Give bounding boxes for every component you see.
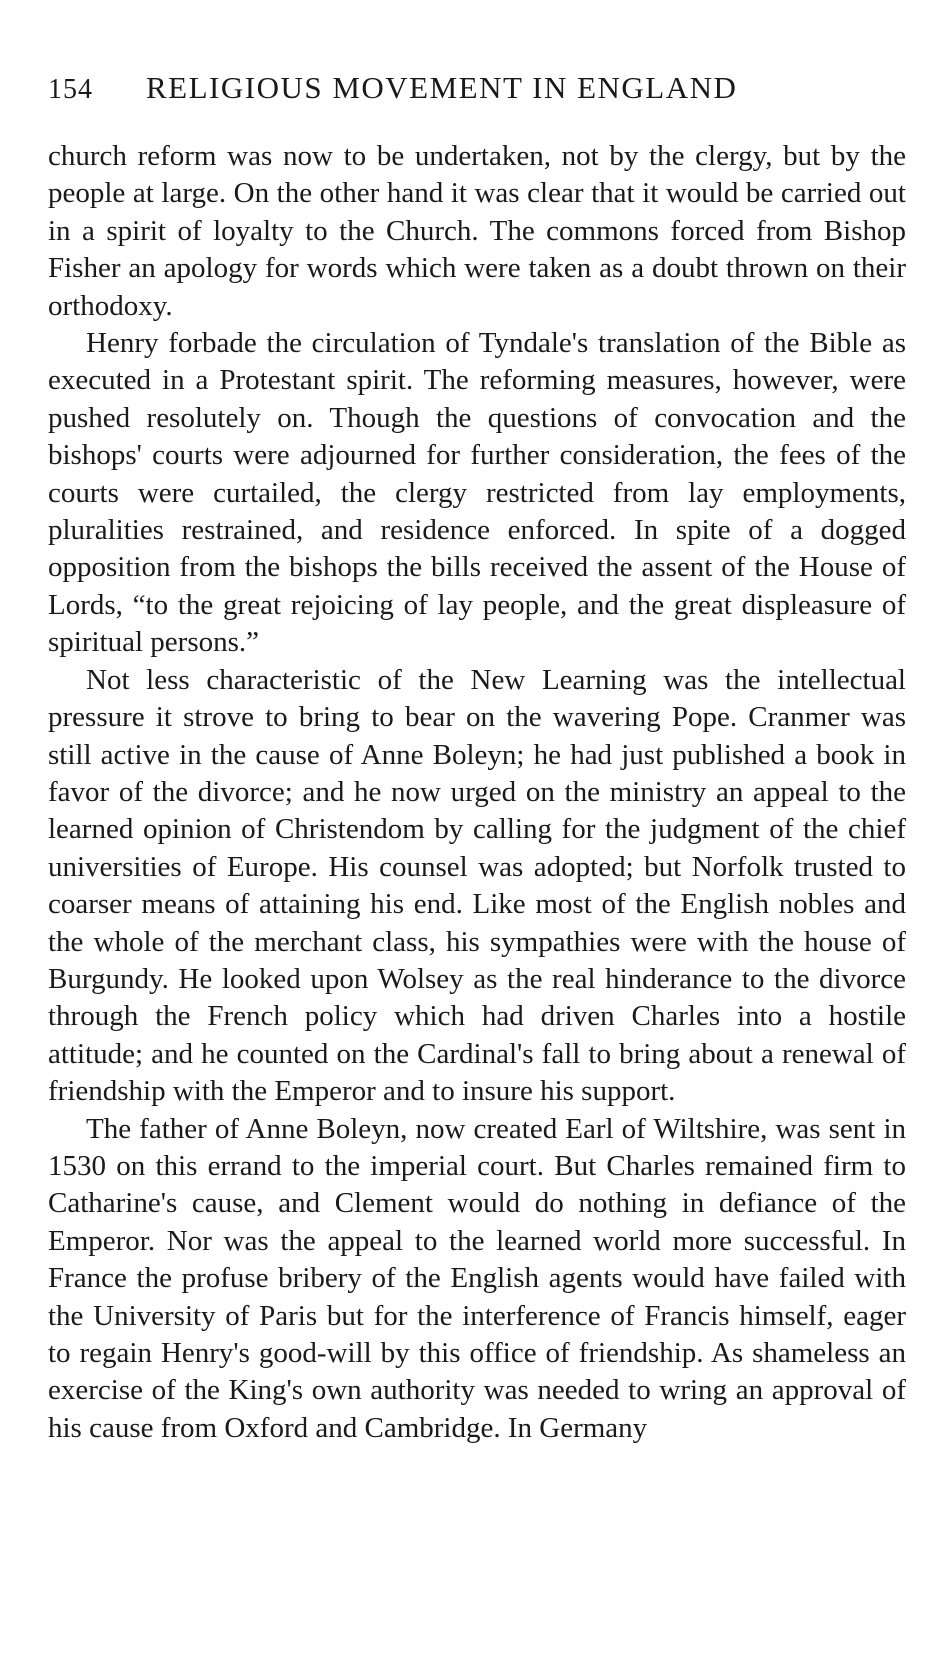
book-page (48, 70, 906, 1447)
paragraph-tyndale: Henry forbade the circulation of Tyndale's translation of the Bible as executed in a Protestant spirit. The reforming measures, however, were pushed resolutely on. Though the questions of convocation and the bishops' courts were adjourned for further consideration, the fees of the courts were curtailed, the clergy restricted from lay employments, pluralities restrained, and residence enforced. In spite of a dogged opposition from the bishops the bills received the assent of the House of Lords, “to the great rejoicing of lay people, and the great displeasure of spiritual persons.” (48, 327, 906, 659)
page-number: 154 (48, 74, 93, 105)
paragraph-continued: church reform was now to be undertaken, not by the clergy, but by the people at large. On the other hand it was clear that it would be carried out in a spirit of loyalty to the Church. The commons forced from Bishop Fisher an apology for words which were taken as a doubt thrown on their orthodoxy. (48, 140, 906, 322)
body-text (48, 138, 906, 1447)
running-title: RELIGIOUS MOVEMENT IN ENGLAND (146, 70, 738, 105)
running-head (48, 70, 906, 122)
paragraph-new-learning: Not less characteristic of the New Learning was the intellectual pressure it strove to bring to bear on the wavering Pope. Cranmer was still active in the cause of Anne Boleyn; he had just published a book in favor of the divorce; and he now urged on the ministry an appeal to the learned opinion of Christendom by calling for the judgment of the chief universities of Europe. His counsel was adopted; but Norfolk trusted to coarser means of attaining his end. Like most of the English nobles and the whole of the merchant class, his sympathies were with the house of Burgundy. He looked upon Wolsey as the real hinderance to the divorce through the French policy which had driven Charles into a hostile attitude; and he counted on the Cardinal's fall to bring about a renewal of friendship with the Emperor and to insure his support. (48, 663, 906, 1108)
paragraph-anne-boleyn-father: The father of Anne Boleyn, now created Earl of Wiltshire, was sent in 1530 on this errand to the imperial court. But Charles remained firm to Catharine's cause, and Clement would do nothing in defiance of the Emperor. Nor was the appeal to the learned world more successful. In France the profuse bribery of the English agents would have failed with the University of Paris but for the interference of Francis himself, eager to regain Henry's good-will by this office of friendship. As shameless an exercise of the King's own authority was needed to wring an approval of his cause from Oxford and Cambridge. In Germany (48, 1112, 906, 1444)
